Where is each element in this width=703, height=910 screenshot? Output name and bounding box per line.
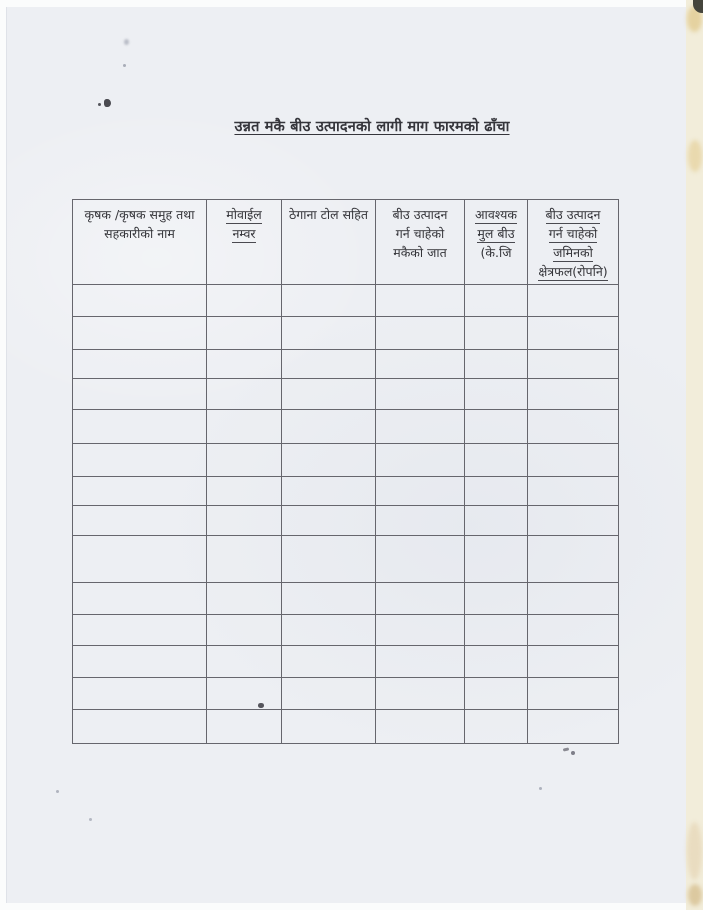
empty-cell — [465, 710, 528, 744]
empty-cell — [528, 410, 619, 444]
empty-cell — [282, 350, 376, 379]
paper-sheet — [6, 7, 687, 903]
empty-cell — [465, 285, 528, 317]
empty-cell — [73, 285, 207, 317]
empty-cell — [207, 615, 282, 646]
empty-data-row — [73, 678, 619, 710]
empty-data-row — [73, 477, 619, 506]
empty-cell — [207, 444, 282, 477]
empty-cell — [465, 444, 528, 477]
empty-cell — [528, 646, 619, 678]
edge-stain — [688, 884, 702, 906]
empty-cell — [73, 506, 207, 536]
column-header-land-area-ropani: बीउ उत्पादन गर्न चाहेको जमिनको क्षेत्रफल(रोपनि) — [528, 200, 619, 285]
empty-cell — [465, 379, 528, 410]
empty-cell — [207, 506, 282, 536]
empty-cell — [207, 710, 282, 744]
empty-data-row — [73, 350, 619, 379]
empty-data-row — [73, 710, 619, 744]
empty-cell — [282, 615, 376, 646]
scan-speck — [124, 39, 129, 45]
scan-speck — [89, 818, 92, 821]
empty-data-row — [73, 379, 619, 410]
empty-cell — [528, 678, 619, 710]
empty-cell — [73, 615, 207, 646]
demand-form-table — [72, 199, 619, 744]
empty-cell — [73, 444, 207, 477]
empty-cell — [207, 583, 282, 615]
empty-cell — [282, 506, 376, 536]
empty-cell — [528, 477, 619, 506]
scan-speck — [56, 790, 59, 793]
empty-cell — [282, 379, 376, 410]
empty-cell — [376, 615, 465, 646]
empty-cell — [376, 410, 465, 444]
empty-cell — [73, 678, 207, 710]
empty-cell — [207, 646, 282, 678]
ink-mark — [98, 103, 101, 106]
header-row — [73, 200, 619, 285]
empty-cell — [73, 317, 207, 350]
empty-cell — [207, 477, 282, 506]
empty-cell — [376, 285, 465, 317]
empty-cell — [73, 410, 207, 444]
empty-cell — [528, 506, 619, 536]
empty-cell — [376, 444, 465, 477]
empty-cell — [465, 477, 528, 506]
paper-edge-strip — [686, 0, 703, 910]
scan-speck — [563, 747, 569, 751]
scan-speck — [571, 751, 575, 755]
empty-cell — [528, 444, 619, 477]
empty-data-row — [73, 646, 619, 678]
empty-data-row — [73, 615, 619, 646]
empty-cell — [528, 583, 619, 615]
column-header-mobile-number: मोवाईल नम्वर — [207, 200, 282, 285]
empty-cell — [376, 646, 465, 678]
empty-cell — [73, 646, 207, 678]
edge-stain — [687, 822, 702, 880]
empty-cell — [282, 536, 376, 583]
empty-data-row — [73, 506, 619, 536]
empty-cell — [465, 350, 528, 379]
empty-cell — [282, 678, 376, 710]
empty-cell — [465, 410, 528, 444]
empty-cell — [207, 379, 282, 410]
empty-cell — [207, 317, 282, 350]
empty-cell — [73, 536, 207, 583]
empty-cell — [282, 646, 376, 678]
empty-cell — [528, 379, 619, 410]
table-body — [73, 285, 619, 744]
empty-cell — [528, 615, 619, 646]
column-header-address: ठेगाना टोल सहित — [282, 200, 376, 285]
empty-cell — [73, 379, 207, 410]
empty-cell — [528, 317, 619, 350]
column-header-foundation-seed-kg: आवश्यक मुल बीउ (के.जि — [465, 200, 528, 285]
empty-cell — [465, 678, 528, 710]
empty-cell — [465, 583, 528, 615]
empty-cell — [73, 350, 207, 379]
empty-cell — [528, 536, 619, 583]
empty-data-row — [73, 536, 619, 583]
empty-cell — [207, 536, 282, 583]
empty-cell — [528, 350, 619, 379]
empty-data-row — [73, 444, 619, 477]
empty-cell — [282, 285, 376, 317]
empty-cell — [376, 477, 465, 506]
empty-cell — [465, 615, 528, 646]
ink-mark — [104, 99, 111, 107]
empty-cell — [376, 536, 465, 583]
empty-cell — [376, 583, 465, 615]
edge-stain — [688, 140, 702, 172]
empty-cell — [465, 646, 528, 678]
empty-cell — [376, 506, 465, 536]
empty-cell — [207, 350, 282, 379]
empty-cell — [376, 678, 465, 710]
empty-data-row — [73, 583, 619, 615]
empty-cell — [207, 410, 282, 444]
empty-cell — [465, 536, 528, 583]
empty-cell — [376, 710, 465, 744]
empty-cell — [73, 583, 207, 615]
empty-cell — [207, 285, 282, 317]
empty-cell — [282, 583, 376, 615]
empty-cell — [376, 317, 465, 350]
empty-cell — [282, 410, 376, 444]
empty-cell — [282, 710, 376, 744]
empty-cell — [528, 285, 619, 317]
column-header-farmer-name: कृषक /कृषक समुह तथा सहकारीको नाम — [73, 200, 207, 285]
empty-cell — [282, 477, 376, 506]
empty-cell — [282, 444, 376, 477]
empty-cell — [73, 477, 207, 506]
empty-cell — [282, 317, 376, 350]
page-title: उन्नत मकै बीउ उत्पादनको लागी माग फारमको ढाँचा — [234, 119, 510, 135]
scan-speck — [123, 64, 126, 67]
column-header-maize-variety: बीउ उत्पादन गर्न चाहेको मकैको जात — [376, 200, 465, 285]
table-header — [73, 200, 619, 285]
empty-data-row — [73, 285, 619, 317]
empty-cell — [207, 678, 282, 710]
empty-cell — [376, 379, 465, 410]
empty-cell — [465, 317, 528, 350]
empty-cell — [528, 710, 619, 744]
scan-speck — [539, 787, 542, 790]
empty-data-row — [73, 317, 619, 350]
empty-data-row — [73, 410, 619, 444]
empty-cell — [465, 506, 528, 536]
empty-cell — [73, 710, 207, 744]
empty-cell — [376, 350, 465, 379]
